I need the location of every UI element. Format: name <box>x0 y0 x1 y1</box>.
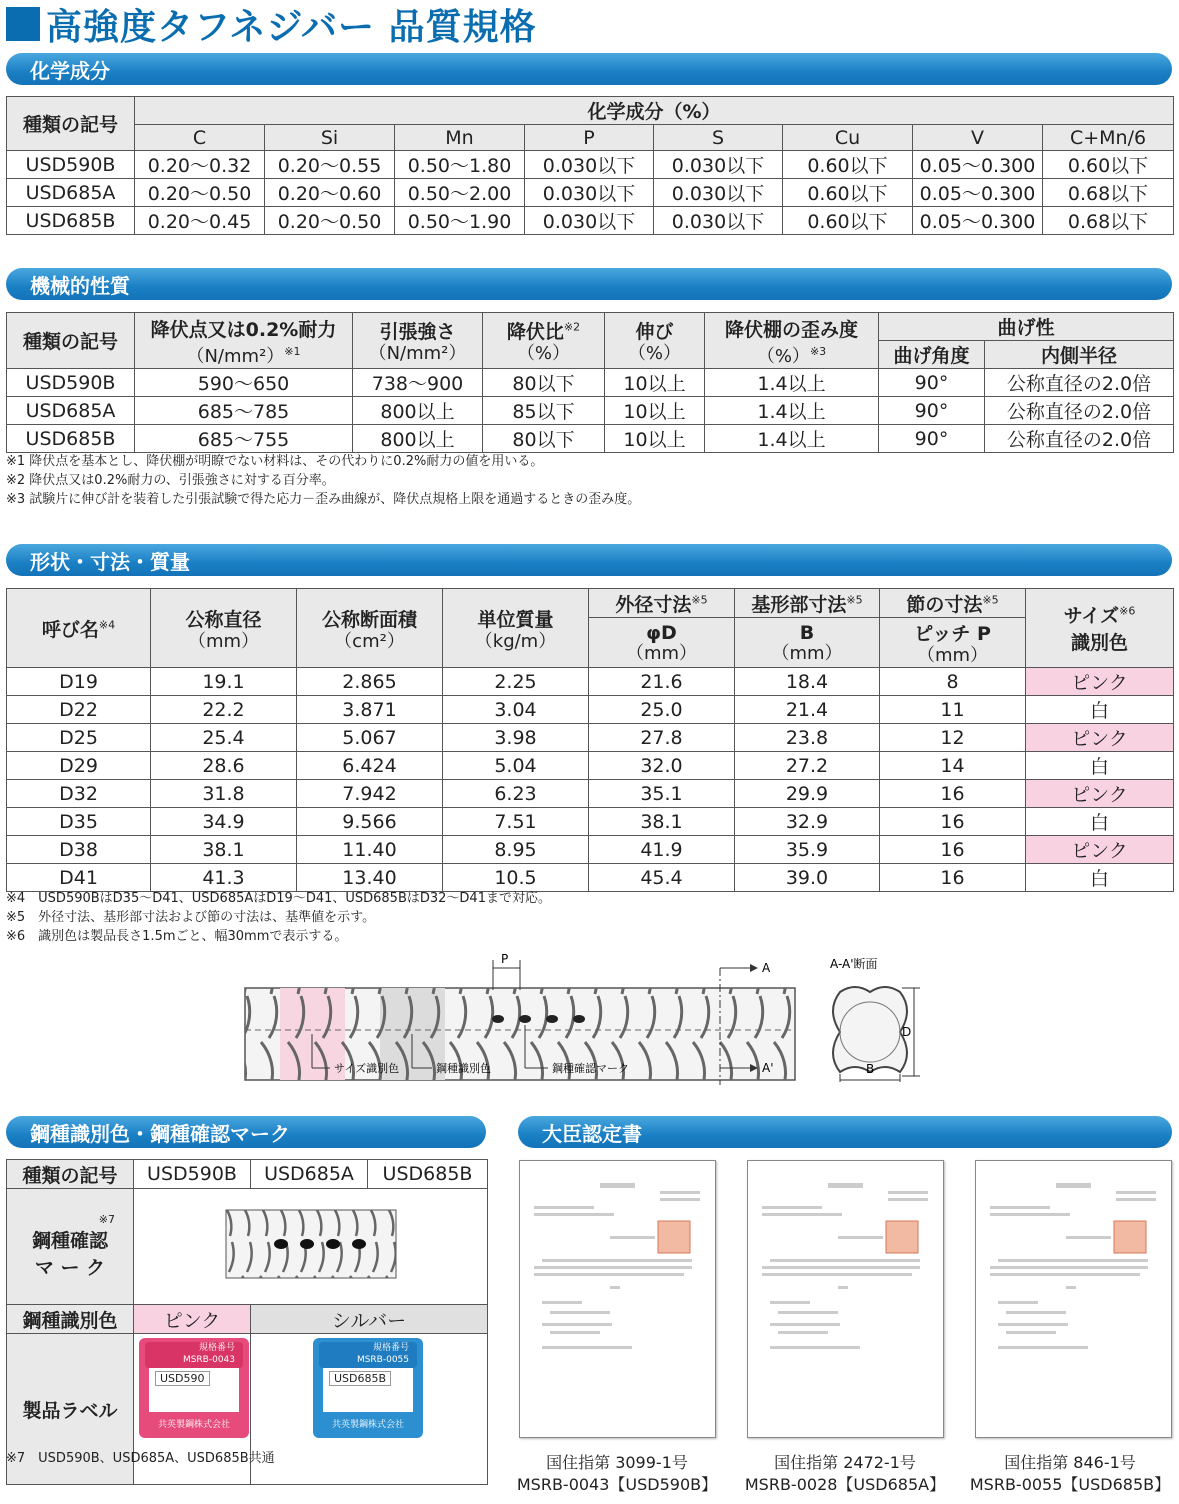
chem-col: V <box>913 125 1043 151</box>
unit: （mm） <box>771 642 843 664</box>
table-cell: 38.1 <box>589 808 735 836</box>
table-cell: 590～650 <box>135 369 353 397</box>
mech-elong-header <box>605 313 705 369</box>
certificate-caption <box>961 1452 1179 1496</box>
table-cell: 19.1 <box>151 668 297 696</box>
certificate-image <box>975 1160 1172 1438</box>
check-mark-rebar <box>221 1204 401 1284</box>
table-cell: D41 <box>7 864 151 892</box>
callout-grade-color: 鋼種識別色 <box>436 1062 491 1075</box>
symbol: ピッチ P <box>914 623 991 646</box>
table-cell: ピンク <box>1026 724 1174 752</box>
section-bar-chem <box>6 53 1172 85</box>
grade-type: USD590B <box>134 1160 251 1189</box>
size-row <box>7 780 1174 808</box>
mech-strain-header <box>705 313 879 369</box>
mech-row <box>7 397 1174 425</box>
label: 鋼種確認 <box>31 1229 108 1252</box>
table-cell: 685～755 <box>135 425 353 453</box>
table-cell: 0.50～2.00 <box>395 179 525 207</box>
mech-yield-header <box>135 313 353 369</box>
label: マ ー ク <box>34 1256 106 1279</box>
table-cell: 0.030以下 <box>654 151 783 179</box>
footnote-mark: ※5 <box>982 593 999 607</box>
label: 単位質量 <box>477 608 554 631</box>
table-cell: 32.0 <box>589 752 735 780</box>
table-cell: 公称直径の2.0倍 <box>985 369 1174 397</box>
label-code: MSRB-0055 <box>356 1355 409 1365</box>
table-cell: 3.98 <box>443 724 589 752</box>
table-cell: 6.23 <box>443 780 589 808</box>
table-cell: 0.60以下 <box>783 151 913 179</box>
chem-col: S <box>654 125 783 151</box>
table-cell: D38 <box>7 836 151 864</box>
check-mark-dot <box>274 1239 288 1249</box>
chem-row <box>7 151 1174 179</box>
size-outer-sub <box>589 618 735 668</box>
section-bar-cert <box>518 1116 1172 1148</box>
size-row <box>7 668 1174 696</box>
table-cell: 11 <box>880 696 1026 724</box>
label-code: MSRB-0043 <box>182 1355 235 1365</box>
table-cell: 38.1 <box>151 836 297 864</box>
grade-color-pink: ピンク <box>134 1305 251 1334</box>
table-cell: 45.4 <box>589 864 735 892</box>
label: 降伏棚の歪み度 <box>724 318 858 341</box>
cert-code: MSRB-0055【USD685B】 <box>969 1475 1171 1494</box>
footnote: ※4 USD590BはD35～D41、USD685AはD19～D41、USD685BはD32～D41まで対応。 <box>6 891 551 906</box>
label: 節の寸法 <box>906 593 983 616</box>
table-cell: 13.40 <box>297 864 443 892</box>
unit-text: （%） <box>756 345 810 367</box>
chem-col: C <box>135 125 265 151</box>
table-cell: 0.60以下 <box>1043 151 1174 179</box>
table-cell: D25 <box>7 724 151 752</box>
label: 引張強さ <box>379 321 456 343</box>
unit: （mm） <box>916 645 989 667</box>
size-body <box>7 668 1174 892</box>
table-cell: 0.20～0.55 <box>265 151 395 179</box>
table-cell: 8 <box>880 668 1026 696</box>
chem-col: P <box>525 125 654 151</box>
label-white-area <box>323 1368 413 1412</box>
table-cell: 80以下 <box>483 425 605 453</box>
table-cell: 0.05～0.300 <box>913 151 1043 179</box>
table-cell: 11.40 <box>297 836 443 864</box>
grade-color-header: 鋼種識別色 <box>7 1305 134 1334</box>
table-cell: 16 <box>880 780 1026 808</box>
label: 降伏点又は0.2%耐力 <box>150 318 337 341</box>
unit <box>705 342 878 367</box>
table-cell: D19 <box>7 668 151 696</box>
table-cell: 25.0 <box>589 696 735 724</box>
check-mark-dot <box>300 1239 314 1249</box>
table-cell: D35 <box>7 808 151 836</box>
mech-bend-header: 曲げ性 <box>879 313 1174 341</box>
table-cell: 31.8 <box>151 780 297 808</box>
table-cell: 0.20～0.50 <box>265 207 395 235</box>
section-bar-grade <box>6 1116 486 1148</box>
label-white-area <box>149 1368 239 1412</box>
label: 降伏比 <box>506 321 564 343</box>
size-base-header <box>735 589 880 618</box>
section-bar-shape <box>6 544 1172 576</box>
mech-ratio-header <box>483 313 605 369</box>
table-cell: 34.9 <box>151 808 297 836</box>
table-cell: 32.9 <box>735 808 880 836</box>
footnote-mark: ※7 <box>98 1212 115 1226</box>
table-cell: 800以上 <box>353 425 483 453</box>
mech-notes <box>6 452 640 509</box>
table-cell: USD590B <box>7 151 135 179</box>
table-cell: USD685B <box>7 425 135 453</box>
table-cell: 1.4以上 <box>705 397 879 425</box>
table-cell: 0.60以下 <box>783 207 913 235</box>
table-cell: 21.4 <box>735 696 880 724</box>
chem-col: Mn <box>395 125 525 151</box>
size-row <box>7 752 1174 780</box>
label: 公称断面積 <box>321 608 417 631</box>
table-cell: 90° <box>879 369 985 397</box>
cert-number: 国住指第 3099-1号 <box>546 1453 688 1472</box>
footnote-mark: ※4 <box>98 618 116 632</box>
table-cell: 0.20～0.60 <box>265 179 395 207</box>
footnote-mark: ※5 <box>846 593 863 607</box>
table-cell: ピンク <box>1026 836 1174 864</box>
table-cell: 0.030以下 <box>654 207 783 235</box>
chem-col: Si <box>265 125 395 151</box>
table-cell: 21.6 <box>589 668 735 696</box>
mech-tensile-header <box>353 313 483 369</box>
table-cell: 18.4 <box>735 668 880 696</box>
table-cell: D22 <box>7 696 151 724</box>
size-mass-header <box>443 589 589 668</box>
table-cell: 白 <box>1026 808 1174 836</box>
cross-section-shape <box>833 987 907 1072</box>
label-top-text: 規格番号 <box>372 1343 409 1353</box>
table-cell: 25.4 <box>151 724 297 752</box>
table-cell: 0.50～1.90 <box>395 207 525 235</box>
footnote-mark: ※6 <box>1119 604 1136 618</box>
label-top-text: 規格番号 <box>198 1343 235 1353</box>
mech-row <box>7 369 1174 397</box>
chem-body <box>7 151 1174 235</box>
unit: （kg/m） <box>474 630 557 652</box>
table-cell: 白 <box>1026 864 1174 892</box>
table-cell: 9.566 <box>297 808 443 836</box>
table-cell: 0.030以下 <box>654 179 783 207</box>
product-label-blue <box>313 1338 423 1438</box>
table-cell: 0.05～0.300 <box>913 207 1043 235</box>
table-cell: 0.20～0.45 <box>135 207 265 235</box>
size-rib-header <box>880 589 1026 618</box>
check-mark-dot <box>573 1015 585 1023</box>
table-cell: 5.04 <box>443 752 589 780</box>
size-row <box>7 864 1174 892</box>
table-cell: 23.8 <box>735 724 880 752</box>
rebar-ribs <box>245 988 795 1080</box>
chem-type-header: 種類の記号 <box>7 97 135 151</box>
unit-text: （N/mm²） <box>186 345 285 367</box>
arrow-head-icon <box>750 964 758 972</box>
mech-body <box>7 369 1174 453</box>
unit: （%） <box>627 343 682 364</box>
table-cell: 90° <box>879 397 985 425</box>
unit: （mm） <box>187 630 260 652</box>
label: サイズ <box>1063 605 1120 627</box>
certificate-caption <box>505 1452 729 1496</box>
table-cell: 公称直径の2.0倍 <box>985 425 1174 453</box>
mech-table <box>6 312 1174 453</box>
table-cell: 685～785 <box>135 397 353 425</box>
footnote: ※1 降伏点を基本とし、降伏棚が明瞭でない材料は、その代わりに0.2%耐力の値を用いる。 <box>6 454 544 469</box>
table-cell: USD685B <box>7 207 135 235</box>
product-label-pink <box>139 1338 249 1438</box>
unit: （N/mm²） <box>368 343 467 364</box>
table-cell: D32 <box>7 780 151 808</box>
label-top <box>319 1342 417 1368</box>
table-cell: 0.20～0.50 <box>135 179 265 207</box>
check-mark-dot <box>546 1015 558 1023</box>
table-cell: 41.3 <box>151 864 297 892</box>
check-mark-dot <box>519 1015 531 1023</box>
rebar-diagram <box>230 950 930 1085</box>
grade-note: ※7 USD590B、USD685A、USD685B共通 <box>6 1451 275 1466</box>
label: 伸び <box>635 321 674 343</box>
grade-type: USD685A <box>251 1160 368 1189</box>
table-cell: 90° <box>879 425 985 453</box>
size-row <box>7 696 1174 724</box>
unit: （mm） <box>625 642 698 664</box>
table-cell: 0.05～0.300 <box>913 179 1043 207</box>
table-cell: 7.51 <box>443 808 589 836</box>
table-cell: 0.20～0.32 <box>135 151 265 179</box>
table-cell: 22.2 <box>151 696 297 724</box>
table-cell: 39.0 <box>735 864 880 892</box>
table-cell: 12 <box>880 724 1026 752</box>
table-cell: 6.424 <box>297 752 443 780</box>
unit <box>135 342 352 367</box>
table-cell: 1.4以上 <box>705 425 879 453</box>
cert-code: MSRB-0028【USD685A】 <box>744 1475 946 1494</box>
callout-check-mark: 鋼種確認マーク <box>552 1062 629 1075</box>
size-base-sub <box>735 618 880 668</box>
section-a-label: A <box>762 961 771 975</box>
certificate-image <box>747 1160 944 1438</box>
table-cell: 16 <box>880 864 1026 892</box>
table-cell: 白 <box>1026 752 1174 780</box>
table-cell: 0.68以下 <box>1043 179 1174 207</box>
callout-size-color: サイズ識別色 <box>334 1062 400 1075</box>
table-cell: 0.030以下 <box>525 207 654 235</box>
table-cell: 35.1 <box>589 780 735 808</box>
grade-mark-cell <box>134 1189 488 1305</box>
table-cell: 10以上 <box>605 369 705 397</box>
section-title: 形状・寸法・質量 <box>30 549 190 574</box>
size-dia-header <box>151 589 297 668</box>
label-top <box>145 1342 243 1368</box>
table-cell: 2.865 <box>297 668 443 696</box>
table-cell: D29 <box>7 752 151 780</box>
table-cell: 28.6 <box>151 752 297 780</box>
table-cell: ピンク <box>1026 780 1174 808</box>
section-title: 化学成分 <box>30 58 110 83</box>
certificate-doc <box>520 1161 715 1437</box>
table-cell: 5.067 <box>297 724 443 752</box>
table-cell: 16 <box>880 836 1026 864</box>
certificate-doc <box>976 1161 1171 1437</box>
table-cell: 白 <box>1026 696 1174 724</box>
certificate-doc <box>748 1161 943 1437</box>
table-cell: 0.030以下 <box>525 151 654 179</box>
size-table <box>6 588 1174 892</box>
table-cell: 738～900 <box>353 369 483 397</box>
table-cell: 0.030以下 <box>525 179 654 207</box>
label: 基形部寸法 <box>751 593 847 616</box>
label-company: 共英製鋼株式会社 <box>331 1420 404 1430</box>
title-square-icon <box>6 7 40 41</box>
footnote: ※6 識別色は製品長さ1.5mごと、幅30mmで表示する。 <box>6 929 348 944</box>
check-mark-dot <box>352 1239 366 1249</box>
footnote: ※3 試験片に伸び計を装着した引張試験で得た応力－歪み曲線が、降伏点規格上限を通過するときの歪み度。 <box>6 492 641 507</box>
table-cell: 公称直径の2.0倍 <box>985 397 1174 425</box>
table-cell: 8.95 <box>443 836 589 864</box>
dim-b-label: B <box>866 1062 875 1076</box>
table-cell: 16 <box>880 808 1026 836</box>
label-grade: USD685B <box>329 1371 391 1386</box>
table-cell: USD685A <box>7 397 135 425</box>
size-notes <box>6 889 551 946</box>
table-cell: 800以上 <box>353 397 483 425</box>
size-name-header <box>7 589 151 668</box>
footnote-mark: ※3 <box>809 344 827 358</box>
cert-number: 国住指第 2472-1号 <box>774 1453 916 1472</box>
table-cell: USD685A <box>7 179 135 207</box>
mech-bend-radius-header: 内側半径 <box>985 341 1174 369</box>
mech-bend-angle-header: 曲げ角度 <box>879 341 985 369</box>
section-title: 機械的性質 <box>30 273 130 298</box>
table-cell: 0.68以下 <box>1043 207 1174 235</box>
page-title-text: 高強度タフネジバー 品質規格 <box>46 6 537 48</box>
table-cell: 3.04 <box>443 696 589 724</box>
size-outer-header <box>589 589 735 618</box>
section-title-label: A-A'断面 <box>830 957 878 971</box>
table-cell: 2.25 <box>443 668 589 696</box>
mech-type-header: 種類の記号 <box>7 313 135 369</box>
grade-label-header: 製品ラベル <box>7 1334 134 1485</box>
chem-table <box>6 96 1174 235</box>
certificate-caption <box>733 1452 957 1496</box>
chem-col: Cu <box>783 125 913 151</box>
unit: （%） <box>516 343 571 364</box>
dim-d-label: D <box>902 1025 912 1039</box>
label: 呼び名 <box>41 618 99 641</box>
pitch-label: P <box>501 952 509 966</box>
table-cell: 1.4以上 <box>705 369 879 397</box>
chem-row <box>7 207 1174 235</box>
check-mark-dot <box>326 1239 340 1249</box>
section-title: 大臣認定書 <box>542 1121 642 1146</box>
table-cell: 3.871 <box>297 696 443 724</box>
table-cell: 80以下 <box>483 369 605 397</box>
cert-number: 国住指第 846-1号 <box>1004 1453 1136 1472</box>
table-cell: 7.942 <box>297 780 443 808</box>
footnote: ※2 降伏点又は0.2%耐力の、引張強さに対する百分率。 <box>6 473 335 488</box>
table-cell: ピンク <box>1026 668 1174 696</box>
cert-code: MSRB-0043【USD590B】 <box>516 1475 718 1494</box>
label: 公称直径 <box>185 608 262 631</box>
footnote: ※5 外径寸法、基形部寸法および節の寸法は、基準値を示す。 <box>6 910 376 925</box>
table-cell: 29.9 <box>735 780 880 808</box>
table-cell: 10.5 <box>443 864 589 892</box>
label-company: 共英製鋼株式会社 <box>157 1420 230 1430</box>
table-cell: 27.2 <box>735 752 880 780</box>
table-cell: 35.9 <box>735 836 880 864</box>
table-cell: 27.8 <box>589 724 735 752</box>
chem-group-header: 化学成分（%） <box>135 97 1174 125</box>
footnote-mark: ※5 <box>691 593 708 607</box>
check-mark-dot <box>492 1015 504 1023</box>
table-cell: 0.50～1.80 <box>395 151 525 179</box>
chem-col: C+Mn/6 <box>1043 125 1174 151</box>
size-area-header <box>297 589 443 668</box>
grade-color-silver: シルバー <box>251 1305 488 1334</box>
table-cell: 41.9 <box>589 836 735 864</box>
size-row <box>7 808 1174 836</box>
grade-type-header: 種類の記号 <box>7 1160 134 1189</box>
chem-row <box>7 179 1174 207</box>
label: 識別色 <box>1070 632 1128 654</box>
mech-row <box>7 425 1174 453</box>
size-row <box>7 724 1174 752</box>
section-title: 鋼種識別色・鋼種確認マーク <box>30 1121 290 1146</box>
grade-type: USD685B <box>368 1160 488 1189</box>
label-grade: USD590 <box>155 1371 210 1386</box>
table-cell: 10以上 <box>605 425 705 453</box>
certificate-image <box>519 1160 716 1438</box>
table-cell: 0.60以下 <box>783 179 913 207</box>
page-title <box>6 2 537 46</box>
table-cell: 85以下 <box>483 397 605 425</box>
section-a2-label: A' <box>762 1061 774 1075</box>
symbol: φD <box>646 621 677 644</box>
table-cell: 14 <box>880 752 1026 780</box>
footnote-mark: ※2 <box>563 320 581 334</box>
symbol: B <box>799 621 815 644</box>
label: 外径寸法 <box>615 593 692 616</box>
footnote-mark: ※1 <box>284 344 301 358</box>
table-cell: USD590B <box>7 369 135 397</box>
table-cell: 10以上 <box>605 397 705 425</box>
size-color-header <box>1026 589 1174 668</box>
size-rib-sub <box>880 618 1026 668</box>
section-bar-mech <box>6 268 1172 300</box>
unit: （cm²） <box>334 630 405 652</box>
size-row <box>7 836 1174 864</box>
grade-mark-header <box>7 1189 134 1305</box>
